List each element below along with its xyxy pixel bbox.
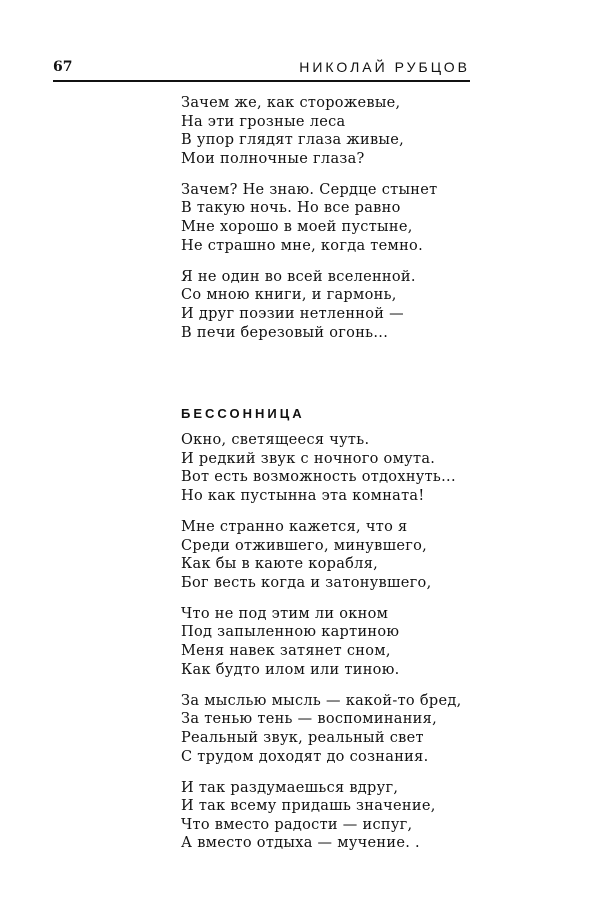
poem-insomnia	[181, 431, 481, 853]
running-header	[53, 59, 470, 79]
verse-line: Мои полночные глаза?	[181, 150, 365, 167]
verse-line: За тенью тень — воспоминания,	[181, 711, 438, 728]
verse-line: Не страшно мне, когда темно.	[181, 237, 423, 254]
verse-line: Я не один во всей вселенной.	[181, 268, 416, 285]
verse-line: Вот есть возможность отдохнуть...	[181, 469, 456, 486]
verse-line: Среди отжившего, минувшего,	[181, 537, 428, 554]
verse-line: Как будто илом или тиною.	[181, 661, 400, 678]
verse-line: Бог весть когда и затонувшего,	[181, 574, 432, 591]
verse-line: И друг поэзии нетленной —	[181, 305, 404, 322]
poem-continuation	[181, 94, 481, 342]
page-number: 67	[53, 59, 73, 75]
verse-line: Мне странно кажется, что я	[181, 519, 408, 535]
verse-line: А вместо отдыха — мучение. .	[181, 835, 420, 852]
stanza	[181, 94, 481, 168]
stanza	[181, 605, 481, 679]
stanza	[181, 779, 481, 853]
verse-line: Что не под этим ли окном	[181, 605, 389, 622]
verse-line: За мыслью мысль — какой-то бред,	[181, 692, 462, 709]
verse-line: Меня навек затянет сном,	[181, 643, 391, 660]
verse-line: Реальный звук, реальный свет	[181, 729, 424, 746]
verse-line: В упор глядят глаза живые,	[181, 132, 405, 149]
verse-line: Со мною книги, и гармонь,	[181, 287, 397, 304]
poem-title: БЕССОННИЦА	[181, 406, 305, 422]
verse-line: И так всему придашь значение,	[181, 798, 436, 815]
stanza	[181, 431, 481, 505]
verse-line: Зачем же, как сторожевые,	[181, 95, 401, 111]
verse-line: Что вместо радости — испуг,	[181, 816, 413, 833]
verse-line: Но как пустынна эта комната!	[181, 487, 425, 504]
verse-line: Зачем? Не знаю. Сердце стынет	[181, 181, 438, 198]
verse-line: В печи березовый огонь...	[181, 324, 389, 341]
stanza	[181, 268, 481, 342]
verse-line: В такую ночь. Но все равно	[181, 200, 401, 217]
verse-line: И редкий звук с ночного омута.	[181, 450, 436, 467]
page-body	[181, 94, 481, 866]
verse-line: Под запыленною картиною	[181, 624, 400, 641]
author-name: НИКОЛАЙ РУБЦОВ	[299, 59, 470, 75]
verse-line: На эти грозные леса	[181, 113, 346, 130]
verse-line: Как бы в каюте корабля,	[181, 556, 379, 573]
verse-line: И так раздумаешься вдруг,	[181, 779, 399, 796]
verse-line: Мне хорошо в моей пустыне,	[181, 219, 413, 236]
verse-line: Окно, светящееся чуть.	[181, 432, 370, 449]
verse-line: С трудом доходят до сознания.	[181, 748, 429, 765]
stanza	[181, 181, 481, 255]
stanza	[181, 518, 481, 592]
stanza	[181, 692, 481, 766]
header-rule	[53, 80, 470, 82]
